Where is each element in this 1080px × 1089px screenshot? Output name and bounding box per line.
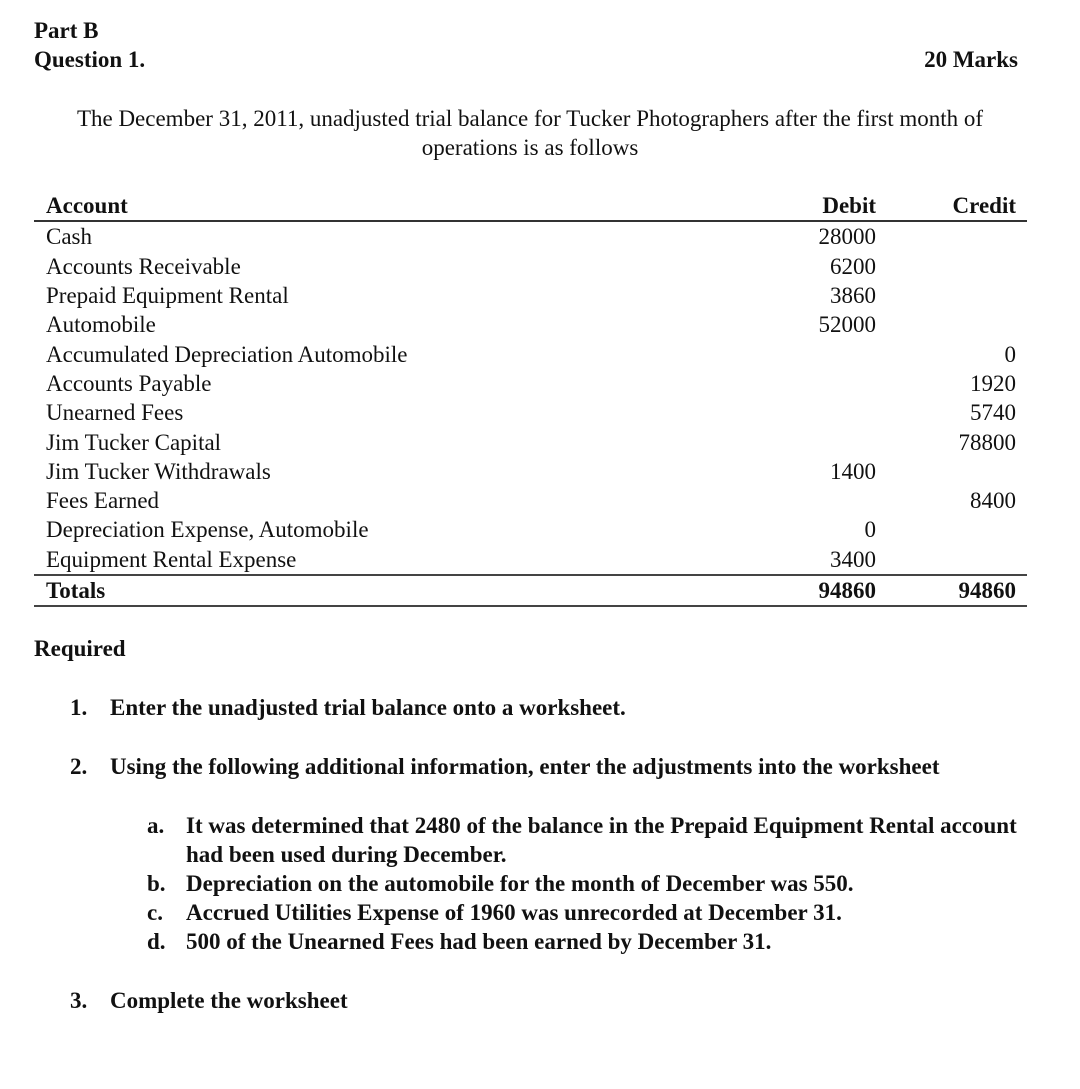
adjustment-letter: b.	[147, 871, 166, 896]
account-cell: Prepaid Equipment Rental	[46, 283, 289, 309]
debit-cell: 3860	[830, 283, 876, 309]
debit-cell	[749, 369, 876, 398]
debit-column-header: Debit	[749, 191, 876, 221]
debit-cell: 0	[864, 517, 876, 543]
account-cell: Jim Tucker Withdrawals	[46, 458, 271, 484]
step-text: Using the following additional information, enter the adjustments into the worksheet	[110, 754, 940, 779]
question-header	[34, 45, 1018, 74]
table-row	[34, 281, 1027, 310]
credit-cell: 0	[1004, 341, 1016, 367]
table-row	[34, 221, 1027, 251]
step-text: Complete the worksheet	[110, 988, 348, 1013]
marks-label: 20 Marks	[924, 47, 1018, 72]
table-row	[34, 545, 1027, 575]
adjustment-text: Depreciation on the automobile for the month of December was 550.	[186, 871, 854, 896]
debit-cell: 52000	[818, 312, 876, 338]
debit-cell	[749, 427, 876, 456]
credit-cell	[876, 221, 1027, 251]
credit-cell: 8400	[970, 488, 1016, 514]
account-column-header: Account	[34, 191, 749, 221]
adjustment-text: Accrued Utilities Expense of 1960 was unrecorded at December 31.	[186, 900, 842, 925]
part-label: Part B	[34, 18, 99, 43]
table-row	[34, 515, 1027, 544]
table-row	[34, 369, 1027, 398]
account-cell: Accounts Receivable	[46, 253, 241, 279]
credit-cell	[876, 281, 1027, 310]
table-row	[34, 398, 1027, 427]
debit-total: 94860	[749, 575, 876, 606]
account-cell: Jim Tucker Capital	[46, 429, 222, 455]
account-cell: Accumulated Depreciation Automobile	[46, 341, 408, 367]
debit-cell	[749, 339, 876, 368]
table-row	[34, 310, 1027, 339]
account-cell: Fees Earned	[46, 488, 160, 514]
adjustment-text: It was determined that 2480 of the balance in the Prepaid Equipment Rental account had been used during December.	[186, 813, 1017, 867]
credit-cell	[876, 515, 1027, 544]
table-row	[34, 486, 1027, 515]
intro-paragraph: The December 31, 2011, unadjusted trial balance for Tucker Photographers after the first month of operations is as follows	[76, 106, 984, 160]
adjustment-letter: d.	[147, 929, 166, 954]
account-cell: Equipment Rental Expense	[46, 546, 297, 572]
table-row	[34, 427, 1027, 456]
table-header-row	[34, 191, 1027, 221]
credit-cell	[876, 252, 1027, 281]
step-number: 3.	[70, 988, 88, 1013]
debit-cell: 3400	[830, 546, 876, 572]
credit-cell: 5740	[970, 400, 1016, 426]
account-cell: Depreciation Expense, Automobile	[46, 517, 369, 543]
adjustment-letter: a.	[147, 813, 165, 838]
credit-cell: 78800	[958, 429, 1016, 455]
debit-cell	[749, 398, 876, 427]
account-cell: Accounts Payable	[46, 370, 212, 396]
step-number: 1.	[70, 695, 88, 720]
debit-cell: 6200	[830, 253, 876, 279]
credit-cell	[876, 457, 1027, 486]
credit-column-header: Credit	[876, 191, 1027, 221]
account-cell: Cash	[46, 224, 92, 250]
totals-row	[34, 575, 1027, 606]
adjustment-letter: c.	[147, 900, 163, 925]
debit-cell	[749, 486, 876, 515]
credit-cell	[876, 310, 1027, 339]
table-row	[34, 252, 1027, 281]
credit-cell: 1920	[970, 370, 1016, 396]
adjustment-text: 500 of the Unearned Fees had been earned by December 31.	[186, 929, 772, 954]
account-cell: Automobile	[46, 312, 156, 338]
step-text: Enter the unadjusted trial balance onto a worksheet.	[110, 695, 626, 720]
credit-total: 94860	[876, 575, 1027, 606]
totals-label: Totals	[34, 575, 749, 606]
step-number: 2.	[70, 754, 88, 779]
account-cell: Unearned Fees	[46, 400, 184, 426]
table-row	[34, 339, 1027, 368]
debit-cell: 28000	[818, 224, 876, 250]
debit-cell: 1400	[830, 458, 876, 484]
required-heading: Required	[34, 636, 126, 661]
credit-cell	[876, 545, 1027, 575]
trial-balance-table	[34, 191, 1027, 607]
table-row	[34, 457, 1027, 486]
question-number: Question 1.	[34, 47, 146, 72]
